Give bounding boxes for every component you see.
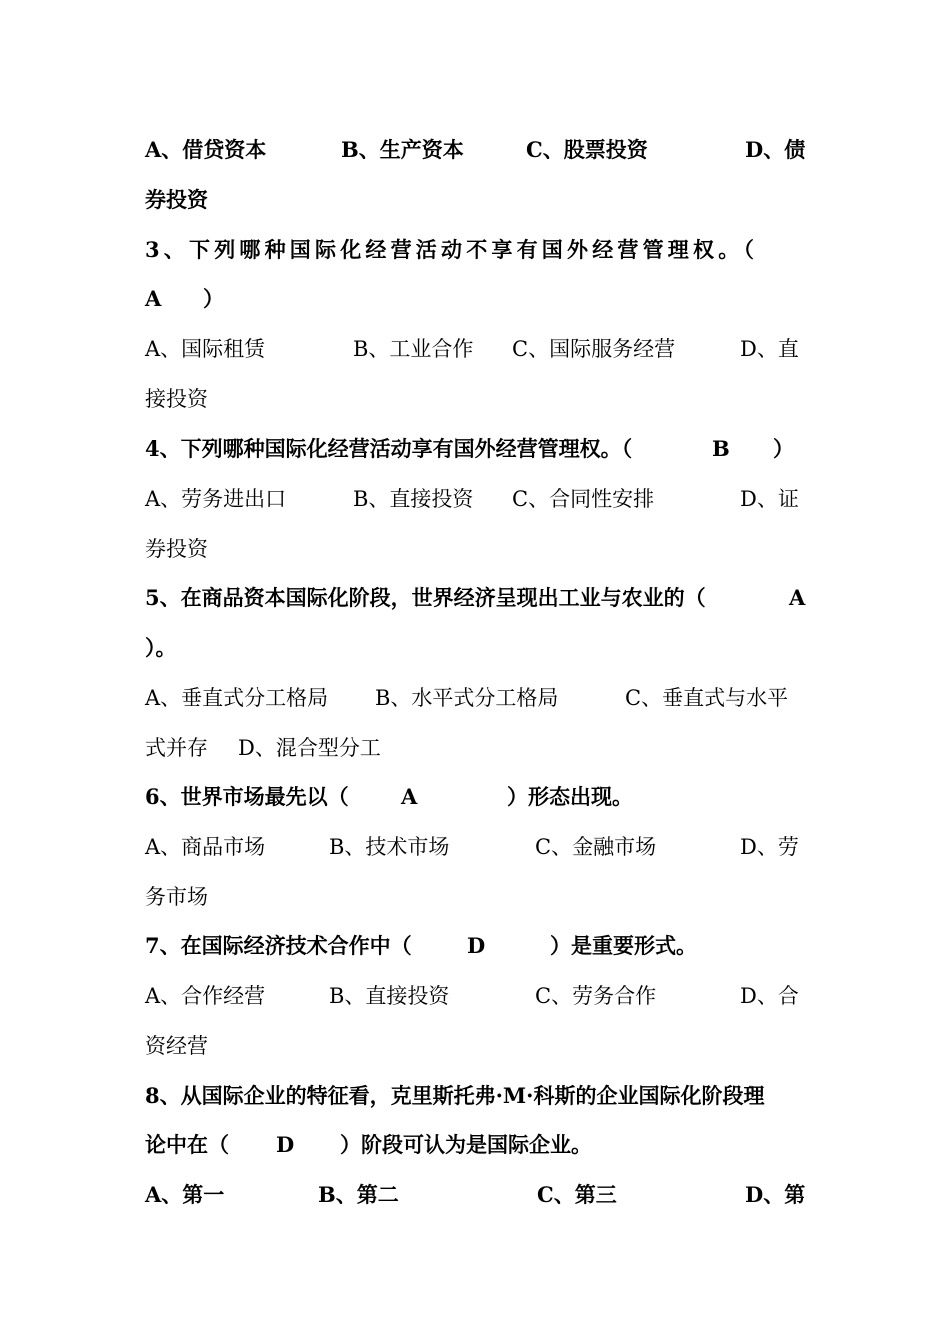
option-d: D、债 bbox=[745, 137, 806, 162]
option-d: D、混合型分工 bbox=[238, 736, 381, 760]
answer-letter: A bbox=[401, 784, 418, 809]
option-c: C、金融市场 bbox=[535, 835, 657, 859]
option-a: A、劳务进出口 bbox=[145, 487, 287, 511]
option-d: D、证 bbox=[740, 487, 799, 511]
option-b: B、工业合作 bbox=[353, 337, 474, 361]
question-text: 论中在（ bbox=[145, 1132, 229, 1157]
answer-letter: D bbox=[467, 933, 486, 958]
option-continuation: 券投资 bbox=[145, 187, 208, 212]
answer-close: ） bbox=[773, 436, 794, 461]
option-a: A、垂直式分工格局 bbox=[145, 686, 329, 710]
option-d: D、劳 bbox=[740, 835, 799, 859]
option-d: D、第 bbox=[745, 1182, 806, 1207]
answer-close: ） bbox=[203, 286, 224, 311]
option-c-cont: 式并存 bbox=[145, 736, 208, 760]
question-text: 6、世界市场最先以（ bbox=[145, 784, 349, 809]
answer-close: ）形态出现。 bbox=[507, 784, 633, 809]
option-b: B、水平式分工格局 bbox=[375, 686, 559, 710]
question-text: 7、在国际经济技术合作中（ bbox=[145, 933, 412, 958]
option-b: B、直接投资 bbox=[353, 487, 474, 511]
question-8: 8、从国际企业的特征看，克里斯托弗·M·科斯的企业国际化阶段理 bbox=[145, 1083, 765, 1108]
option-a: A、国际租赁 bbox=[145, 337, 266, 361]
option-continuation: 务市场 bbox=[145, 885, 208, 909]
option-a: A、商品市场 bbox=[145, 835, 266, 859]
option-b: B、直接投资 bbox=[329, 984, 450, 1008]
option-c: C、合同性安排 bbox=[512, 487, 655, 511]
option-b: B、第二 bbox=[318, 1182, 399, 1207]
answer-letter: B bbox=[712, 436, 730, 461]
option-a: A、合作经营 bbox=[145, 984, 266, 1008]
option-c: C、国际服务经营 bbox=[512, 337, 676, 361]
answer-letter: D bbox=[276, 1132, 295, 1157]
option-c: C、第三 bbox=[537, 1182, 617, 1207]
answer-close: ）是重要形式。 bbox=[550, 933, 697, 958]
question-text: 4、下列哪种国际化经营活动享有国外经营管理权。（ bbox=[145, 436, 633, 461]
option-b: B、技术市场 bbox=[329, 835, 450, 859]
option-c: C、劳务合作 bbox=[535, 984, 657, 1008]
option-a: A、借贷资本 bbox=[145, 137, 267, 162]
option-continuation: 券投资 bbox=[145, 537, 208, 561]
option-a: A、第一 bbox=[145, 1182, 225, 1207]
answer-letter: A bbox=[145, 286, 162, 311]
option-continuation: 资经营 bbox=[145, 1034, 208, 1058]
option-d: D、直 bbox=[740, 337, 799, 361]
answer-close: ）阶段可认为是国际企业。 bbox=[340, 1132, 592, 1157]
option-c: C、垂直式与水平 bbox=[625, 686, 789, 710]
option-continuation: 接投资 bbox=[145, 387, 208, 411]
option-b: B、生产资本 bbox=[341, 137, 464, 162]
answer-letter: A bbox=[789, 585, 806, 610]
question-3: 3、下列哪种国际化经营活动不享有国外经营管理权。（ bbox=[145, 237, 759, 262]
question-text: 5、在商品资本国际化阶段，世界经济呈现出工业与农业的（ bbox=[145, 585, 706, 610]
option-c: C、股票投资 bbox=[526, 137, 648, 162]
option-d: D、合 bbox=[740, 984, 799, 1008]
question-5-close: ）。 bbox=[145, 635, 177, 660]
